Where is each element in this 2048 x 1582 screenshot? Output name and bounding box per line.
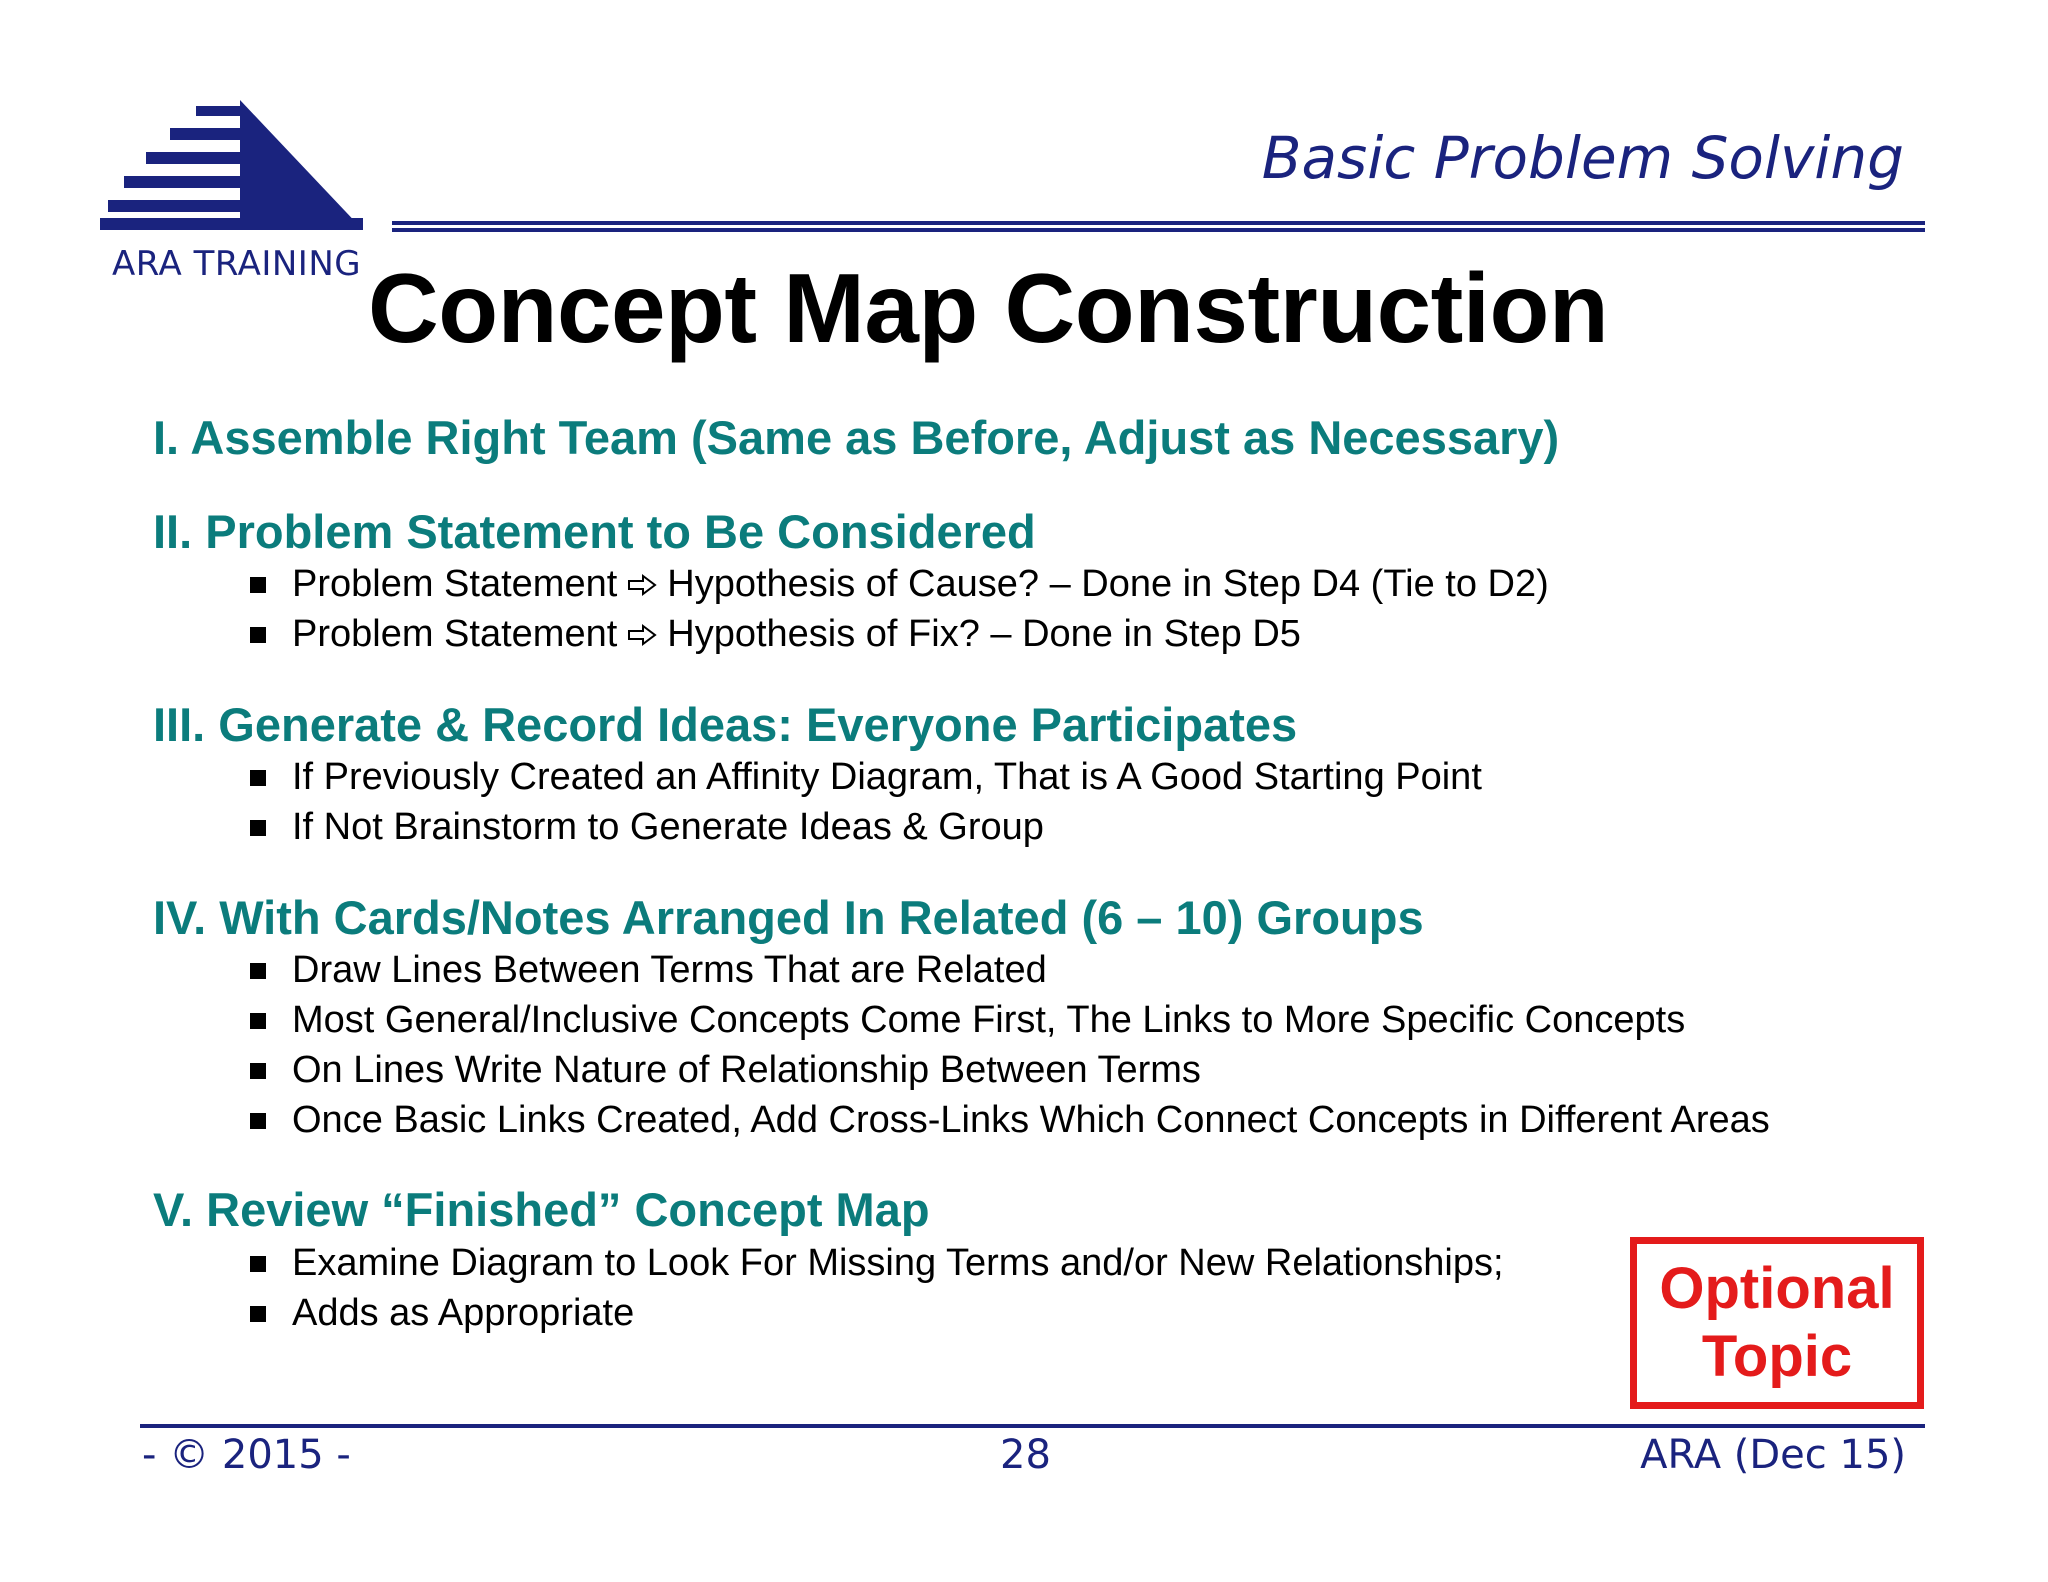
section-heading: II. Problem Statement to Be Considered: [153, 505, 1036, 558]
section-heading: III. Generate & Record Ideas: Everyone Participates: [153, 698, 1298, 751]
footer-copyright: - © 2015 -: [142, 1432, 351, 1478]
bullet-text: If Not Brainstorm to Generate Ideas & Group: [292, 806, 1044, 848]
bullet-text: Adds as Appropriate: [292, 1292, 635, 1334]
footer-edition: ARA (Dec 15): [1640, 1432, 1906, 1478]
bullet-item: [250, 1292, 634, 1335]
slide-title: Concept Map Construction: [368, 253, 1609, 363]
section-heading: I. Assemble Right Team (Same as Before, Adjust as Necessary): [153, 411, 1560, 464]
page-number: 28: [1000, 1432, 1051, 1478]
square-bullet-icon: [250, 1306, 266, 1322]
bullet-item: [250, 1099, 1770, 1142]
logo-text: ARA TRAINING: [112, 244, 362, 284]
bullet-item: [250, 1049, 1201, 1092]
bullet-item: [250, 999, 1685, 1042]
square-bullet-icon: [250, 1256, 266, 1272]
square-bullet-icon: [250, 1113, 266, 1129]
bullet-text: Draw Lines Between Terms That are Related: [292, 949, 1047, 991]
square-bullet-icon: [250, 820, 266, 836]
bullet-text: Most General/Inclusive Concepts Come First, The Links to More Specific Concepts: [292, 999, 1686, 1041]
optional-label: Optional: [1659, 1256, 1895, 1321]
square-bullet-icon: [250, 1013, 266, 1029]
square-bullet-icon: [250, 1063, 266, 1079]
square-bullet-icon: [250, 963, 266, 979]
bullet-text: Examine Diagram to Look For Missing Terms and/or New Relationships;: [292, 1242, 1504, 1284]
bullet-text: Problem Statement: [292, 613, 618, 655]
bullet-item: [250, 949, 1047, 992]
right-arrow-icon: [627, 624, 657, 646]
optional-topic-badge: [1630, 1237, 1924, 1409]
bullet-item: [250, 613, 1301, 656]
bullet-text: Problem Statement: [292, 563, 618, 605]
square-bullet-icon: [250, 770, 266, 786]
footer-divider: [140, 1424, 1925, 1428]
bullet-text: If Previously Created an Affinity Diagram, That is A Good Starting Point: [292, 756, 1482, 798]
bullet-item: [250, 756, 1482, 799]
square-bullet-icon: [250, 627, 266, 643]
course-subject: Basic Problem Solving: [1261, 124, 1904, 192]
square-bullet-icon: [250, 577, 266, 593]
header-divider: [392, 228, 1925, 232]
right-arrow-icon: [627, 574, 657, 596]
header-divider: [392, 221, 1925, 225]
bullet-item: [250, 806, 1044, 849]
bullet-text: On Lines Write Nature of Relationship Between Terms: [292, 1049, 1201, 1091]
topic-label: Topic: [1701, 1324, 1853, 1389]
bullet-item: [250, 563, 1549, 606]
bullet-text: Hypothesis of Cause? – Done in Step D4 (Tie to D2): [667, 563, 1549, 605]
bullet-text: Once Basic Links Created, Add Cross-Links Which Connect Concepts in Different Areas: [292, 1099, 1770, 1141]
section-heading: V. Review “Finished” Concept Map: [153, 1183, 930, 1236]
bullet-item: [250, 1242, 1504, 1285]
section-heading: IV. With Cards/Notes Arranged In Related (6 – 10) Groups: [153, 891, 1424, 944]
bullet-text: Hypothesis of Fix? – Done in Step D5: [667, 613, 1301, 655]
